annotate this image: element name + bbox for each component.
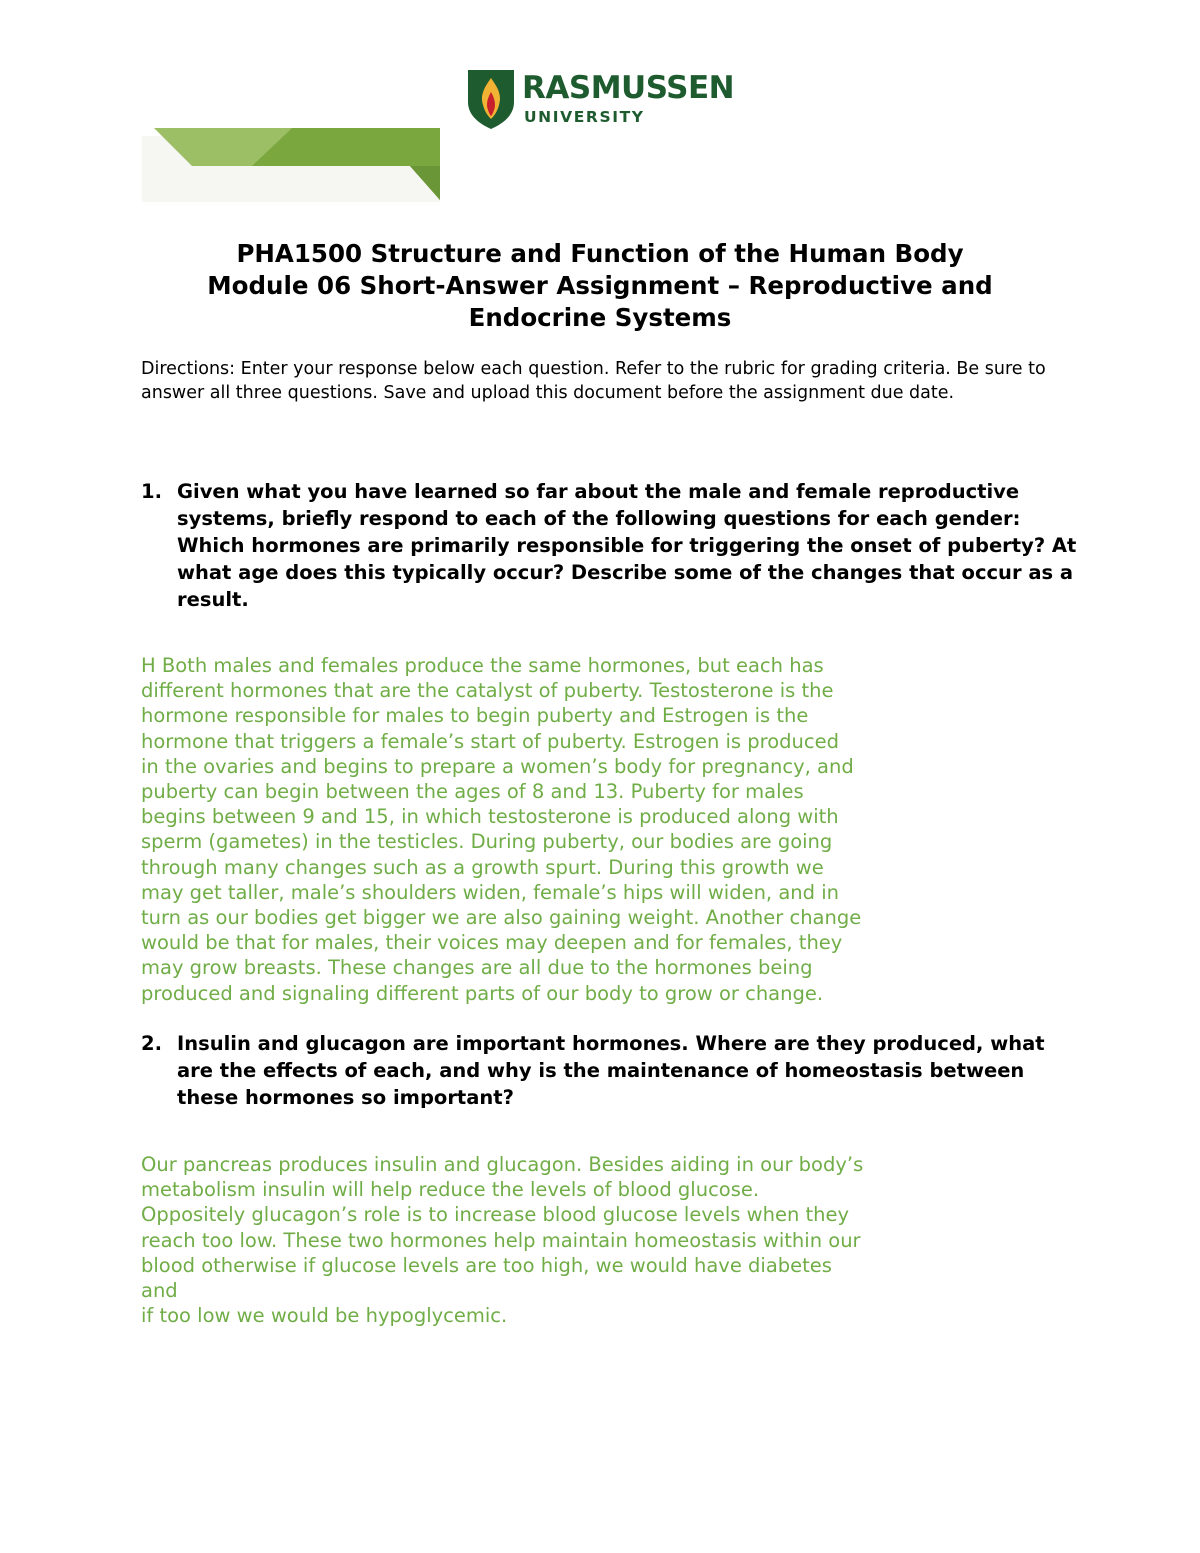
answer-1	[141, 653, 1076, 1006]
answer-line: Our pancreas produces insulin and glucagon. Besides aiding in our body’s	[141, 1153, 864, 1176]
title-line-1: PHA1500 Structure and Function of the Human Body	[236, 239, 964, 268]
title-line-3: Endocrine Systems	[468, 303, 732, 332]
question-1	[141, 478, 1081, 613]
answer-line: Oppositely glucagon’s role is to increase blood glucose levels when they	[141, 1203, 850, 1227]
answer-line: hormone that triggers a female’s start of puberty. Estrogen is produced	[141, 729, 840, 753]
answer-line: begins between 9 and 15, in which testosterone is produced along with	[141, 805, 839, 829]
question-number: 1.	[141, 480, 162, 503]
answer-line: sperm (gametes) in the testicles. During puberty, our bodies are going	[141, 830, 833, 854]
document-title	[100, 238, 1100, 334]
answer-line: different hormones that are the catalyst of puberty. Testosterone is the	[141, 679, 834, 703]
title-line-2: Module 06 Short-Answer Assignment – Reproductive and	[207, 271, 993, 300]
answer-line: through many changes such as a growth spurt. During this growth we	[141, 855, 824, 879]
question-2	[141, 1030, 1081, 1111]
answer-line: may get taller, male’s shoulders widen, female’s hips will widen, and in	[141, 880, 839, 904]
answer-line: would be that for males, their voices may deepen and for females, they	[141, 931, 843, 955]
question-text: Given what you have learned so far about the male and female reproductive systems, briefly respond to each of the following questions for each gender: Which hormones are primarily responsible for triggering the onset of puberty? At what age does this typically occur? Describe some of the changes that occur as a result.	[177, 480, 1077, 611]
university-logo	[466, 68, 738, 130]
question-text: Insulin and glucagon are important hormones. Where are they produced, what are the effects of each, and why is the maintenance of homeostasis between these hormones so important?	[177, 1032, 1045, 1109]
answer-line: may grow breasts. These changes are all due to the hormones being	[141, 956, 813, 980]
answer-line: if too low we would be hypoglycemic.	[141, 1304, 508, 1328]
answer-line: produced and signaling different parts of our body to grow or change.	[141, 981, 824, 1005]
logo-name: RASMUSSEN	[522, 70, 735, 106]
decorative-banner	[142, 128, 442, 204]
answer-line: H Both males and females produce the same hormones, but each has	[141, 654, 824, 677]
answer-line: and	[141, 1279, 178, 1303]
question-number: 2.	[141, 1032, 162, 1055]
answer-line: metabolism insulin will help reduce the levels of blood glucose.	[141, 1178, 760, 1202]
answer-line: hormone responsible for males to begin puberty and Estrogen is the	[141, 704, 809, 728]
answer-2	[141, 1152, 1076, 1328]
answer-line: turn as our bodies get bigger we are also gaining weight. Another change	[141, 906, 862, 930]
answer-line: in the ovaries and begins to prepare a women’s body for pregnancy, and	[141, 754, 854, 778]
logo-subtitle: UNIVERSITY	[524, 108, 645, 126]
directions-text: Directions: Enter your response below each question. Refer to the rubric for grading criteria. Be sure to answer all three questions. Save and upload this document before the assignment due date.	[141, 359, 1046, 403]
flame-shield-icon	[466, 68, 516, 130]
answer-line: reach too low. These two hormones help maintain homeostasis within our	[141, 1228, 861, 1252]
answer-line: puberty can begin between the ages of 8 and 13. Puberty for males	[141, 780, 804, 804]
answer-line: blood otherwise if glucose levels are too high, we would have diabetes	[141, 1253, 832, 1277]
